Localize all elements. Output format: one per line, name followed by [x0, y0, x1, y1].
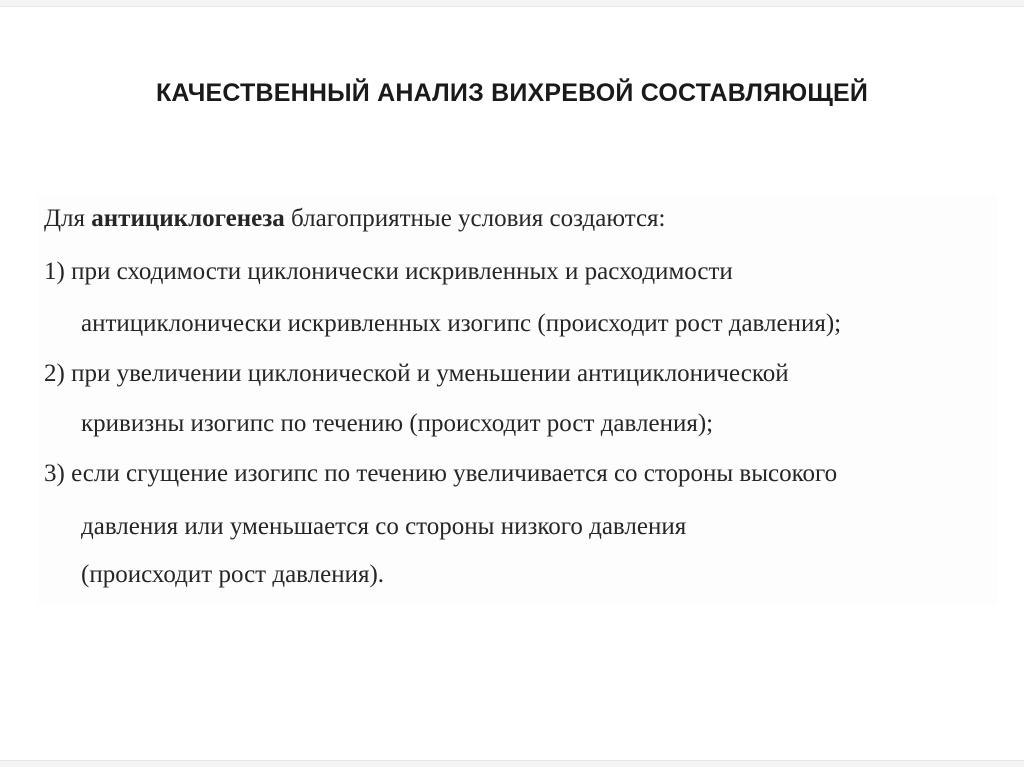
- scanned-text-block: [38, 195, 998, 605]
- slide-top-border: [0, 0, 1024, 7]
- intro-line: [44, 205, 666, 233]
- item-2-line-1: 2) при увеличении циклонической и уменьшении антициклонической: [44, 360, 789, 387]
- intro-suffix: благоприятные условия создаются:: [284, 205, 666, 232]
- slide-title: КАЧЕСТВЕННЫЙ АНАЛИЗ ВИХРЕВОЙ СОСТАВЛЯЮЩЕЙ: [155, 79, 869, 107]
- item-3-line-2: давления или уменьшается со стороны низкого давления: [81, 513, 687, 540]
- item-1-line-1: 1) при сходимости циклонически искривленных и расходимости: [44, 258, 733, 285]
- item-2-line-2: кривизны изогипс по течению (происходит рост давления);: [81, 410, 714, 437]
- intro-bold-term: антициклогенеза: [91, 205, 285, 232]
- item-3-line-1: 3) если сгущение изогипс по течению увеличивается со стороны высокого: [44, 460, 838, 487]
- intro-prefix: Для: [44, 205, 92, 232]
- slide-bottom-border: [0, 760, 1024, 767]
- item-1-line-2: антициклонически искривленных изогипс (происходит рост давления);: [81, 310, 842, 337]
- item-3-line-3: (происходит рост давления).: [81, 561, 385, 588]
